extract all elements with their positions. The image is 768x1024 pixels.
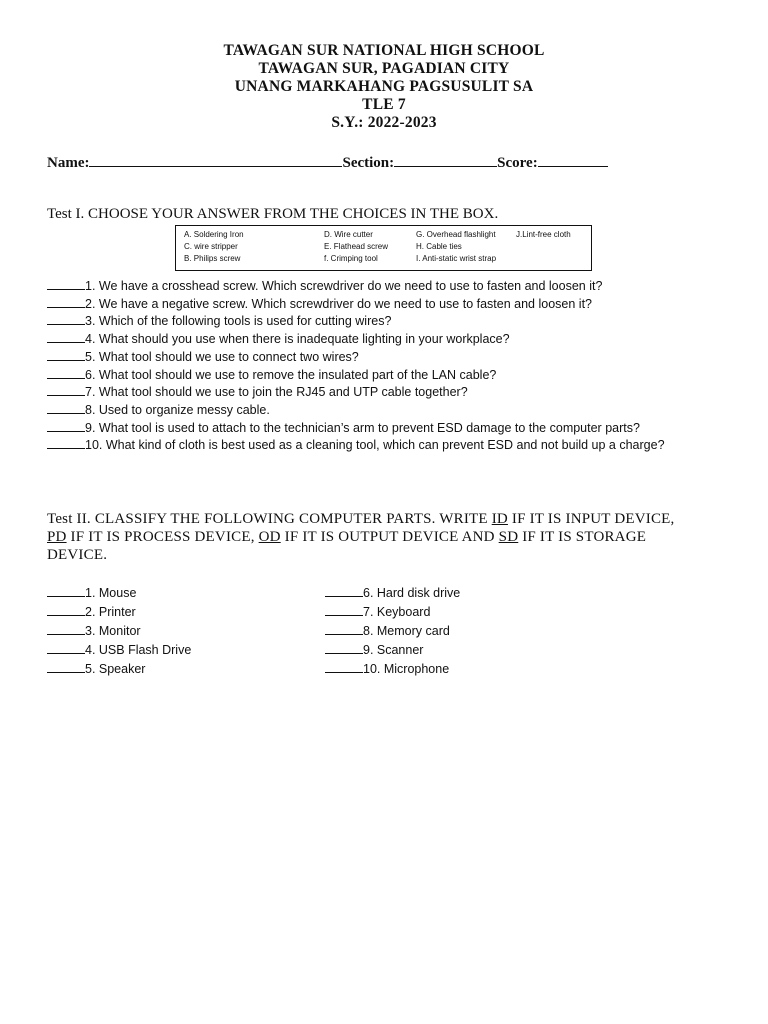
choice-d: D. Wire cutter [324, 230, 373, 239]
choice-f: f. Crimping tool [324, 254, 378, 263]
score-field[interactable] [538, 152, 608, 167]
question-item: 9. What tool is used to attach to the technician’s arm to prevent ESD damage to the computer parts? [47, 420, 747, 438]
test2-left-column [47, 584, 191, 679]
question-item: 3. Which of the following tools is used for cutting wires? [47, 313, 747, 331]
answer-blank[interactable] [47, 296, 85, 308]
test2-right-column [325, 584, 460, 679]
list-item: 10. Microphone [325, 660, 460, 679]
section-label: Section: [342, 155, 395, 171]
answer-blank[interactable] [47, 585, 85, 597]
subject-title: TLE 7 [362, 96, 406, 113]
list-item: 7. Keyboard [325, 603, 460, 622]
score-label: Score: [497, 155, 538, 171]
answer-blank[interactable] [47, 623, 85, 635]
question-item: 5. What tool should we use to connect two wires? [47, 349, 747, 367]
answer-blank[interactable] [325, 604, 363, 616]
input-device-code: ID [491, 511, 508, 527]
answer-blank[interactable] [325, 642, 363, 654]
choice-i: I. Anti-static wrist strap [416, 254, 497, 263]
exam-header [0, 42, 768, 132]
section-field[interactable] [394, 152, 497, 167]
answer-blank[interactable] [47, 420, 85, 432]
choice-e: E. Flathead screw [324, 242, 389, 251]
answer-blank[interactable] [47, 313, 85, 325]
list-item: 3. Monitor [47, 622, 191, 641]
answer-blank[interactable] [325, 623, 363, 635]
choices-box [175, 225, 592, 271]
answer-blank[interactable] [47, 604, 85, 616]
process-device-code: PD [47, 529, 67, 545]
answer-blank[interactable] [47, 331, 85, 343]
question-item: 10. What kind of cloth is best used as a cleaning tool, which can prevent ESD and not build up a charge? [47, 437, 707, 455]
answer-blank[interactable] [47, 384, 85, 396]
school-name: TAWAGAN SUR NATIONAL HIGH SCHOOL [223, 42, 545, 59]
answer-blank[interactable] [325, 585, 363, 597]
answer-blank[interactable] [47, 437, 85, 449]
test1-questions [47, 278, 747, 455]
choice-c: C. wire stripper [184, 242, 238, 251]
answer-blank[interactable] [47, 349, 85, 361]
output-device-code: OD [258, 529, 281, 545]
choice-g: G. Overhead flashlight [416, 230, 496, 239]
list-item: 5. Speaker [47, 660, 191, 679]
choice-a: A. Soldering Iron [184, 230, 244, 239]
question-item: 7. What tool should we use to join the RJ45 and UTP cable together? [47, 384, 747, 402]
choice-b: B. Philips screw [184, 254, 241, 263]
answer-blank[interactable] [47, 642, 85, 654]
choice-h: H. Cable ties [416, 242, 462, 251]
choice-j: J.Lint-free cloth [516, 230, 571, 239]
school-address: TAWAGAN SUR, PAGADIAN CITY [258, 60, 510, 77]
answer-blank[interactable] [47, 661, 85, 673]
list-item: 9. Scanner [325, 641, 460, 660]
list-item: 6. Hard disk drive [325, 584, 460, 603]
list-item: 1. Mouse [47, 584, 191, 603]
student-info-row [47, 152, 608, 172]
question-item: 1. We have a crosshead screw. Which screwdriver do we need to use to fasten and loosen it? [47, 278, 747, 296]
school-year: S.Y.: 2022-2023 [331, 114, 437, 131]
answer-blank[interactable] [47, 367, 85, 379]
test2-title: Test II. CLASSIFY THE FOLLOWING COMPUTER PARTS. WRITE ID IF IT IS INPUT DEVICE, PD IF IT IS PROCESS DEVICE, OD IF IT IS OUTPUT DEVICE AND SD IF IT IS STORAGE DEVICE. [47, 511, 675, 563]
list-item: 2. Printer [47, 603, 191, 622]
answer-blank[interactable] [47, 278, 85, 290]
exam-title: UNANG MARKAHANG PAGSUSULIT SA [234, 78, 534, 95]
question-item: 6. What tool should we use to remove the insulated part of the LAN cable? [47, 367, 747, 385]
storage-device-code: SD [498, 529, 519, 545]
list-item: 4. USB Flash Drive [47, 641, 191, 660]
answer-blank[interactable] [47, 402, 85, 414]
answer-blank[interactable] [325, 661, 363, 673]
question-item: 4. What should you use when there is inadequate lighting in your workplace? [47, 331, 747, 349]
name-label: Name: [47, 155, 90, 171]
question-item: 2. We have a negative screw. Which screwdriver do we need to use to fasten and loosen it? [47, 296, 747, 314]
name-field[interactable] [89, 152, 342, 167]
test1-title: Test I. CHOOSE YOUR ANSWER FROM THE CHOICES IN THE BOX. [47, 206, 499, 222]
list-item: 8. Memory card [325, 622, 460, 641]
question-item: 8. Used to organize messy cable. [47, 402, 747, 420]
